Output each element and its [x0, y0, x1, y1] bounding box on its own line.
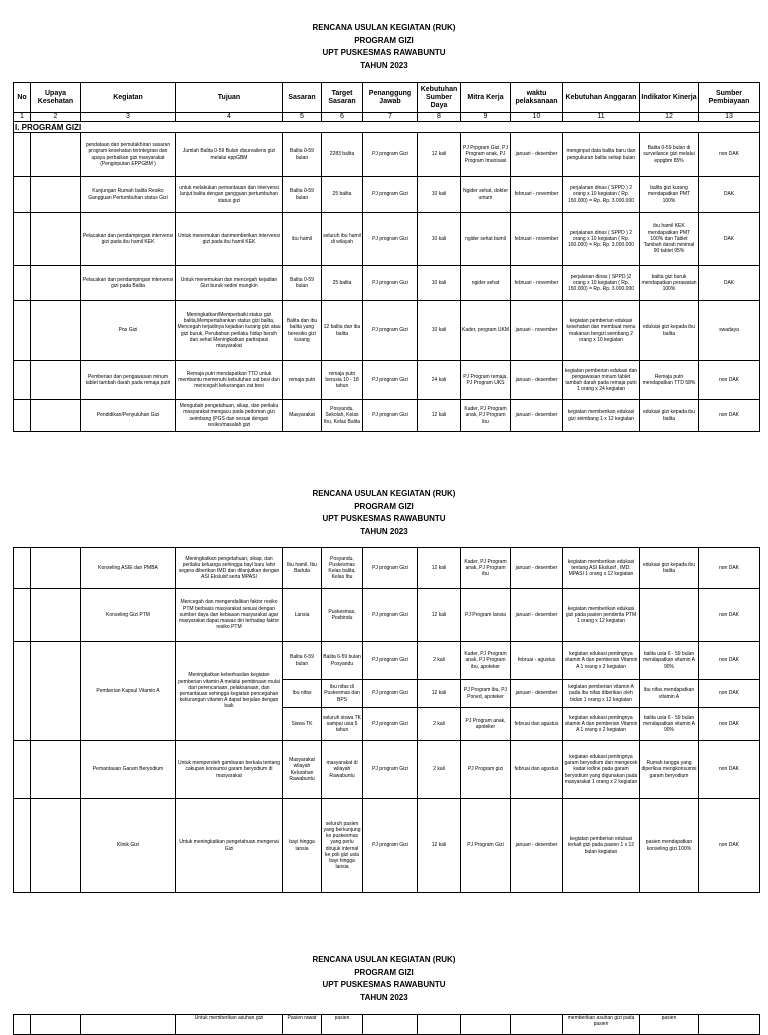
col-number: 12 [640, 113, 699, 122]
cell-anggaran: kegiatan memberikan edukasi gizi pada pasien penderita PTM 1 orang x 12 kegiatan [563, 589, 640, 642]
cell-sasaran: Masyarakat wilayah Kelurahan Rawabuntu [283, 741, 322, 799]
col-number: 10 [511, 113, 563, 122]
cell-kebutuhan: 10 kali [418, 266, 461, 301]
title-line: TAHUN 2023 [360, 992, 408, 1002]
cell-kebutuhan: 10 kali [418, 301, 461, 361]
table-row [14, 1015, 760, 1035]
table-row [14, 213, 760, 266]
header-cell: Sasaran [283, 83, 322, 113]
cell-waktu: februai dan agustus [511, 708, 563, 741]
cell-kegiatan: Pemantauan Garam Beryodium [81, 741, 176, 799]
cell-sasaran: Ibu nifas [283, 680, 322, 708]
cell-anggaran: menginput data balita baru dan pengukuran balita setiap bulan [563, 133, 640, 177]
col-number: 6 [322, 113, 363, 122]
cell-mitra: ngider sehat [461, 266, 511, 301]
cell-sumber: non DAK [699, 400, 760, 432]
cell-tujuan: Remaja putri mendapatkan TTD untuk membantu memenuhi kebutuhan zat besi dan mencegah kekurangan zat besi [176, 361, 283, 400]
cell-target: pasien [322, 1015, 363, 1035]
cell-no [14, 799, 31, 893]
cell-no [14, 361, 31, 400]
cell-no [14, 301, 31, 361]
cell-sumber: non DAK [699, 708, 760, 741]
cell-upaya [31, 213, 81, 266]
cell-pj: PJ program Gizi [363, 642, 418, 680]
title-line: UPT PUSKESMAS RAWABUNTU [322, 980, 446, 989]
cell-waktu: januari - desember [511, 133, 563, 177]
cell-kegiatan: Pelacakan dan pendampingan intervensi gizi pada ibu hamil KEK [81, 213, 176, 266]
cell-no [14, 266, 31, 301]
cell-sasaran: Balita 6-59 bulan [283, 642, 322, 680]
cell-tujuan: Untuk meningkatkan pengetahuan mengenai Gizi [176, 799, 283, 893]
cell-waktu: januari - desember [511, 361, 563, 400]
table-row [14, 799, 760, 893]
header-cell: Kebutuhan Sumber Daya [418, 83, 461, 113]
cell-upaya [31, 361, 81, 400]
cell-indikator: balita gizi kurang mendapatkan PMT 100% [640, 177, 699, 213]
table-row [14, 400, 760, 432]
cell-mitra: Kader, PJ Program anak, PJ Program ibu [461, 548, 511, 589]
cell-tujuan: Jumlah Balita 0-59 Bulan disurvailens gizi melalui eppGBM [176, 133, 283, 177]
cell-kegiatan: Pemberian dan pengawasan minum tablet tambah darah pada remaja putri [81, 361, 176, 400]
cell-waktu: januari - november [511, 301, 563, 361]
header-cell: Kebutuhan Anggaran [563, 83, 640, 113]
col-number: 11 [563, 113, 640, 122]
cell-indikator: Rumah tangga yang diperiksa mengkonsumsi garam beryodium [640, 741, 699, 799]
cell-kegiatan: Klinik Gizi [81, 799, 176, 893]
cell-target: seluruh siswa TK sampai usia 5 tahun [322, 708, 363, 741]
cell-indikator: edukasi gizi kepada ibu balita [640, 301, 699, 361]
cell-upaya [31, 177, 81, 213]
cell-indikator: Remaja putri mendapatkan TTD 58% [640, 361, 699, 400]
cell-sasaran: Masyarakat [283, 400, 322, 432]
cell-sasaran: Balita 0-59 bulan [283, 266, 322, 301]
cell-upaya [31, 301, 81, 361]
cell-sumber: swadaya [699, 301, 760, 361]
title-line: PROGRAM GIZI [354, 967, 414, 977]
cell-upaya [31, 741, 81, 799]
cell-waktu: januari - desember [511, 548, 563, 589]
cell-anggaran: perjalanan dinas ( SPPD ) 2 orang x 10 kegiatan ( Rp. 150.000) = Rp. Rp. 3.000.000 [563, 177, 640, 213]
cell-anggaran: kegiatan pemberian vitamin A pada ibu nifas diberikan oleh bidan 1 orang x 12 kegiatan [563, 680, 640, 708]
cell-anggaran: kegiatan edukasi pentingnya garam beryodium dan mengecek kadar iodine pada garam beryodium yang digunakan pada masyarakat 1 orang x 2 kegiatan [563, 741, 640, 799]
cell-sasaran: Pasien rawat [283, 1015, 322, 1035]
table-row [14, 642, 760, 680]
cell-target: 25 balita [322, 177, 363, 213]
cell-sumber: DAK [699, 177, 760, 213]
col-number: 9 [461, 113, 511, 122]
cell-pj: PJ program Gizi [363, 799, 418, 893]
cell-waktu: februai dan agustus [511, 741, 563, 799]
cell-anggaran: kegiatan edukasi pentingnya vitamin A dan pemberian Vitamin A 1 orang x 2 kegiatan [563, 642, 640, 680]
header-cell: Penanggung Jawab [363, 83, 418, 113]
cell-anggaran: kegiatan pemberian edukasi terkait gizi pada pasien 1 x 12 bulan kegiatan [563, 799, 640, 893]
title-line: RENCANA USULAN KEGIATAN (RUK) [312, 23, 456, 32]
cell-target: Posyandu, Puskesmas Kelas balita, Kelas Ibu [322, 548, 363, 589]
header-cell: Indikator Kinerja [640, 83, 699, 113]
cell-anggaran: kegiatan memberikan edukasi gizi seimbang 1 x 12 kegiatan [563, 400, 640, 432]
cell-mitra: Ngider sehat, dokter umum [461, 177, 511, 213]
cell-target: 12 balita dan ibu balita [322, 301, 363, 361]
cell-tujuan: Untuk menemukan danmemberikan intervensi gizi pada ibu hamil KEK [176, 213, 283, 266]
title-line: RENCANA USULAN KEGIATAN (RUK) [312, 955, 456, 964]
cell-mitra: PJ Program Gizi [461, 799, 511, 893]
cell-indikator: edukasi gizi kepada ibu balita [640, 400, 699, 432]
cell-kegiatan: Pelacakan dan pendampingan intervensi gizi pada Balita [81, 266, 176, 301]
cell-sumber: non DAK [699, 680, 760, 708]
cell-kegiatan: pendataan dan pemutakhiran sasaran program kesehatan terintegrasi dan upaya perbaikan gizi masyarakat (Penginputan EPPGBM ) [81, 133, 176, 177]
cell-indikator: ibu hamil KEK mendapatkan PMT 100% dan Tablet Tambah darah minimal 90 tablet 95% [640, 213, 699, 266]
cell-indikator: Balita 0-59 bulan di surveilance gizi melalui eppgbm 85% [640, 133, 699, 177]
cell-mitra: PJ Program anak, apoteker [461, 708, 511, 741]
document-title [0, 22, 768, 72]
cell-sasaran: Ibu hamil, Ibu Baduta [283, 548, 322, 589]
cell-sasaran: Lansia [283, 589, 322, 642]
cell-sasaran: remaja putri [283, 361, 322, 400]
cell-target: seluruh ibu hamil di wilayah [322, 213, 363, 266]
cell-kebutuhan: 12 kali [418, 400, 461, 432]
document-title [0, 954, 768, 1004]
cell-mitra: Kader, program UKM [461, 301, 511, 361]
cell-indikator: pasien [640, 1015, 699, 1035]
cell-mitra: PJ Program lansia [461, 589, 511, 642]
page-1-rows [14, 133, 760, 432]
cell-upaya [31, 266, 81, 301]
cell-upaya [31, 642, 81, 741]
cell-kegiatan: Pendidikan/Penyuluhan Gizi [81, 400, 176, 432]
cell-no [14, 642, 31, 741]
cell-mitra: PJ Program gizi [461, 741, 511, 799]
header-cell: waktu pelaksanaan [511, 83, 563, 113]
table-row [14, 741, 760, 799]
cell-anggaran: kegiatan edukasi pentingnya vitamin A dan pemberian Vitamin A 1 orang x 2 kegiatan [563, 708, 640, 741]
cell-pj: PJ program Gizi [363, 400, 418, 432]
ruk-table-page-1 [13, 82, 760, 432]
cell-waktu: januari - desember [511, 400, 563, 432]
cell-kebutuhan: 2 kali [418, 642, 461, 680]
cell-waktu: februari - november [511, 213, 563, 266]
cell-target: remaja putri berusia 10 - 18 tahun [322, 361, 363, 400]
cell-target: ibu nifas di Puskesmas dan BPS [322, 680, 363, 708]
col-number: 13 [699, 113, 760, 122]
cell-anggaran: perjalanan dinas ( SPPD )2 orang x 10 kegiatan ( Rp. 150.000) = Rp. Rp. 3.000.000 [563, 266, 640, 301]
cell-tujuan: Mengubah pengetahuan, sikap, dan perilaku masyarakat mengacu pada pedoman gizi seimbang (PGS dan sesuai dengan resiko/masalah gizi [176, 400, 283, 432]
cell-anggaran: kegiatan pemberian edukasi dan pengawasan minum tablet tambah darah pada remaja putri 1 orang x 24 kegiatan [563, 361, 640, 400]
cell-pj: PJ program Gizi [363, 266, 418, 301]
ruk-table-page-2 [13, 547, 760, 893]
cell-sumber: non DAK [699, 548, 760, 589]
cell-mitra: Kader, PJ Program anak, PJ Program ibu, apoteker [461, 642, 511, 680]
cell-target: seluruh pasien yang berkunjung ke puskesmas yang perlu dirujuk internal ke poli gizi usia bayi hingga lansia [322, 799, 363, 893]
title-line: UPT PUSKESMAS RAWABUNTU [322, 48, 446, 57]
cell-pj: PJ program Gizi [363, 680, 418, 708]
cell-sumber: non DAK [699, 133, 760, 177]
cell-pj: PJ program Gizi [363, 548, 418, 589]
cell-sasaran: Balita 0-59 bulan [283, 133, 322, 177]
cell-kebutuhan: 24 kali [418, 361, 461, 400]
cell-kebutuhan: 10 kali [418, 213, 461, 266]
cell-pj: PJ program Gizi [363, 589, 418, 642]
col-number: 1 [14, 113, 31, 122]
cell-pj: PJ program Gizi [363, 213, 418, 266]
cell-upaya [31, 133, 81, 177]
cell-tujuan: Meningkatkan keberhasilan kegiatan pemberian vitamin A melalui pembinaan mulai dari perencanaan, pelaksanaan, dan pemantauan sehingga kegiatan pencegahan kekurangan vitamin A dapat berjalan dengan baik [176, 642, 283, 741]
cell-tujuan: untuk melakukan pemantauan dan intervensi lanjut balita dengan gangguan pertumbuhan status gizi [176, 177, 283, 213]
table-row [14, 177, 760, 213]
cell-kegiatan: Konseling Gizi PTM [81, 589, 176, 642]
cell-sasaran: Balita dan ibu balita yang beresiko gizi kurang [283, 301, 322, 361]
cell-indikator [640, 589, 699, 642]
page-2-rows [14, 548, 760, 893]
title-line: RENCANA USULAN KEGIATAN (RUK) [312, 489, 456, 498]
cell-waktu: februai - agustus [511, 642, 563, 680]
title-line: PROGRAM GIZI [354, 501, 414, 511]
cell-upaya [31, 589, 81, 642]
cell-kebutuhan: 2 kali [418, 708, 461, 741]
header-cell: Kegiatan [81, 83, 176, 113]
cell-target: 2283 balita [322, 133, 363, 177]
cell-sumber: non DAK [699, 741, 760, 799]
cell-no [14, 400, 31, 432]
cell-sumber: non DAK [699, 589, 760, 642]
cell-anggaran: memberikan asuhan gizi pada pasien [563, 1015, 640, 1035]
cell-sasaran: Balita 0-59 bulan [283, 177, 322, 213]
cell-no [14, 741, 31, 799]
title-line: PROGRAM GIZI [354, 35, 414, 45]
cell-indikator: balita usia 6 - 59 bulan mendapatkan vitamin A 90% [640, 642, 699, 680]
cell-upaya [31, 548, 81, 589]
header-row [14, 83, 760, 113]
section-row [14, 122, 760, 133]
cell-sumber: DAK [699, 266, 760, 301]
cell-waktu: januari - desember [511, 799, 563, 893]
cell-kegiatan: Pemberian Kapsul Vitamin A [81, 642, 176, 741]
col-number: 3 [81, 113, 176, 122]
header-cell: Target Sasaran [322, 83, 363, 113]
cell-tujuan: Mencegah dan mengendalikan faktor resiko PTM berbasis masyarakat sesuai dengan sumber daya dan kebiasan masyarakat agar masyarakat dapat mawas diri terhadap faktor resiko PTM [176, 589, 283, 642]
cell-kebutuhan: 12 kali [418, 680, 461, 708]
cell-target: Balita 6-59 bulan Posyandu [322, 642, 363, 680]
title-line: TAHUN 2023 [360, 60, 408, 70]
cell-anggaran: perjalanan dinas ( SPPD ) 2 orang x 10 kegiatan ( Rp. 150.000) = Rp. Rp. 3.000.000 [563, 213, 640, 266]
cell-kebutuhan: 12 kali [418, 133, 461, 177]
col-number: 5 [283, 113, 322, 122]
cell-pj: PJ program Gizi [363, 177, 418, 213]
cell-mitra: PJ Program remaja, PJ Program UKS [461, 361, 511, 400]
cell-target: Posyandu, Sekolah, Kelas Ibu, Kelas Balita [322, 400, 363, 432]
cell-target: masyarakat di wilayah Rawabuntu [322, 741, 363, 799]
cell-sasaran: ibu hamil [283, 213, 322, 266]
cell-pj: PJ program Gizi [363, 133, 418, 177]
cell-kegiatan: Konseling ASIE dan PMBA [81, 548, 176, 589]
cell-target: 25 balita [322, 266, 363, 301]
cell-waktu: februari - november [511, 177, 563, 213]
header-cell: Mitra Kerja [461, 83, 511, 113]
table-row [14, 133, 760, 177]
cell-tujuan: Untuk memperoleh gambaran berkala tentang cakupan konsumsi garam beryodium di masyarakat [176, 741, 283, 799]
cell-tujuan: Untuk memberikan asuhan gizi [176, 1015, 283, 1035]
col-number: 4 [176, 113, 283, 122]
column-number-row [14, 113, 760, 122]
cell-mitra: ngider sehat bumil [461, 213, 511, 266]
cell-anggaran: kegiatan memberikan edukasi tentang ASI Ekslusif , IMD, MPASI 1 orang x 12 kegiatan [563, 548, 640, 589]
table-row [14, 301, 760, 361]
cell-upaya [31, 400, 81, 432]
cell-waktu: januari - desember [511, 680, 563, 708]
table-row [14, 548, 760, 589]
table-row [14, 361, 760, 400]
table-row [14, 266, 760, 301]
cell-anggaran: kegiatan pemberian edukasi kesehatan dan membuat menu makanan bergizi seimbang 2 orang x 10 kegiatan [563, 301, 640, 361]
header-cell: Upaya Kesehatan [31, 83, 81, 113]
header-cell: Sumber Pembiayaan [699, 83, 760, 113]
col-number: 7 [363, 113, 418, 122]
cell-waktu: februari - november [511, 266, 563, 301]
cell-no [14, 133, 31, 177]
cell-indikator: edukasi gizi kepada ibu balita [640, 548, 699, 589]
header-cell: Tujuan [176, 83, 283, 113]
cell-no [14, 589, 31, 642]
cell-sasaran: Siswa TK [283, 708, 322, 741]
header-cell: No [14, 83, 31, 113]
col-number: 2 [31, 113, 81, 122]
cell-kegiatan: Pos Gizi [81, 301, 176, 361]
cell-tujuan: Meningkatkan/Memperbaiki status gizi balita,Mempertahankan status gizi balita, Mencegah terjadinya kejadian kurang gizi atau gizi buruk, Perubahan perilaku hidup bersih dan sehat Meningkatkan partisipasi masyarakat [176, 301, 283, 361]
ruk-table-page-3 [13, 1014, 760, 1035]
cell-pj: PJ program Gizi [363, 361, 418, 400]
cell-tujuan: Meningkatkan pengetahuan, sikap, dan perilaku keluarga sehingga bayi baru lahir segera diberikan IMD dan dilanjutkan dengan ASI Eksluisf serta MPASI [176, 548, 283, 589]
cell-mitra: PJ Program ibu, PJ Poned, apoteker [461, 680, 511, 708]
cell-target: Puskesmas, Posbindu [322, 589, 363, 642]
cell-mitra: PJ Prpgram Gizi, PJ Program anak, PJ Program Imunisasi [461, 133, 511, 177]
cell-mitra: Kader, PJ Program anak, PJ Program ibu [461, 400, 511, 432]
cell-indikator: balita usia 6 - 59 bulan mendapatkan vitamin A 90% [640, 708, 699, 741]
cell-pj: PJ program Gizi [363, 301, 418, 361]
cell-pj: PJ program Gizi [363, 708, 418, 741]
table-row [14, 589, 760, 642]
cell-upaya [31, 799, 81, 893]
cell-kebutuhan: 12 kali [418, 799, 461, 893]
cell-no [14, 177, 31, 213]
cell-indikator: balita gizi buruk mendapatkan perawatan 100% [640, 266, 699, 301]
title-line: TAHUN 2023 [360, 526, 408, 536]
cell-kegiatan: Kunjungan Rumah balita Resiko Gangguan Pertumbuhan status Gizi [81, 177, 176, 213]
cell-sumber: DAK [699, 213, 760, 266]
cell-kebutuhan: 12 kali [418, 548, 461, 589]
cell-sasaran: bayi hingga lansia [283, 799, 322, 893]
cell-sumber: non DAK [699, 642, 760, 680]
cell-sumber: non DAK [699, 361, 760, 400]
col-number: 8 [418, 113, 461, 122]
cell-kebutuhan: 2 kali [418, 741, 461, 799]
cell-tujuan: Untuk menemukan dan mencegah kejadian Gizi buruk sedini mungkin [176, 266, 283, 301]
cell-no [14, 548, 31, 589]
cell-kebutuhan: 10 kali [418, 177, 461, 213]
document-title [0, 488, 768, 538]
cell-indikator: pasien mendapatkan konseling gizi 100% [640, 799, 699, 893]
cell-indikator: ibu nifas mendapatkan vitamin A [640, 680, 699, 708]
title-line: UPT PUSKESMAS RAWABUNTU [322, 514, 446, 523]
cell-sumber: non DAK [699, 799, 760, 893]
section-label: I. PROGRAM GIZI [14, 122, 760, 133]
cell-waktu: januari - desember [511, 589, 563, 642]
cell-pj: PJ program Gizi [363, 741, 418, 799]
cell-no [14, 213, 31, 266]
cell-kebutuhan: 12 kali [418, 589, 461, 642]
